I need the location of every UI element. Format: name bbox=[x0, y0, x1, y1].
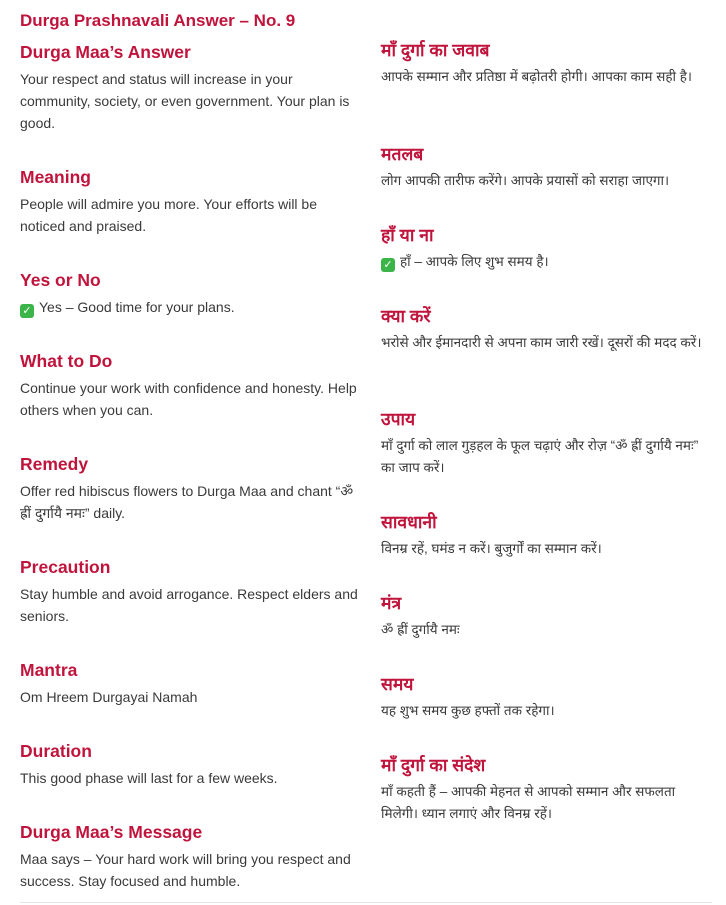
duration-text: This good phase will last for a few weeks. bbox=[20, 770, 278, 786]
answer-text: Your respect and status will increase in your community, society, or even government. Your plan is good. bbox=[20, 71, 350, 131]
remedy-text-hindi: माँ दुर्गा को लाल गुड़हल के फूल चढ़ाएं और रोज़ “ॐ ह्रीं दुर्गायै नमः” का जाप करें। bbox=[381, 438, 699, 475]
yesno-line-hindi bbox=[381, 251, 711, 273]
section-answer-hi bbox=[381, 39, 711, 88]
todo-text: Continue your work with confidence and honesty. Help others when you can. bbox=[20, 380, 357, 418]
meaning-text-hindi: लोग आपकी तारीफ करेंगे। आपके प्रयासों को सराहा जाएगा। bbox=[381, 173, 670, 188]
section-message-hi bbox=[381, 754, 711, 825]
meaning-text: People will admire you more. Your efforts will be noticed and praised. bbox=[20, 196, 318, 234]
check-mark-icon: ✓ bbox=[381, 258, 395, 272]
answer-text-hindi: आपके सम्मान और प्रतिष्ठा में बढ़ोतरी होगी। आपका काम सही है। bbox=[381, 69, 693, 84]
meaning-heading: Meaning bbox=[20, 167, 91, 187]
section-precaution-hi bbox=[381, 511, 711, 560]
mantra-heading: Mantra bbox=[20, 660, 78, 680]
precaution-heading: Precaution bbox=[20, 557, 111, 577]
mantra-heading-hindi: मंत्र bbox=[381, 593, 402, 613]
check-mark-icon: ✓ bbox=[20, 304, 34, 318]
yesno-text: Yes – Good time for your plans. bbox=[39, 299, 235, 315]
precaution-heading-hindi: सावधानी bbox=[381, 512, 437, 532]
answer-heading-hindi: माँ दुर्गा का जवाब bbox=[381, 40, 490, 60]
todo-heading-hindi: क्या करें bbox=[381, 306, 431, 326]
section-meaning-en bbox=[20, 166, 360, 237]
duration-text-hindi: यह शुभ समय कुछ हफ्तों तक रहेगा। bbox=[381, 703, 555, 718]
mantra-text-hindi: ॐ ह्रीं दुर्गायै नमः bbox=[381, 622, 460, 637]
todo-text-hindi: भरोसे और ईमानदारी से अपना काम जारी रखें। दूसरों की मदद करें। bbox=[381, 335, 702, 350]
section-todo-en bbox=[20, 350, 360, 421]
duration-heading-hindi: समय bbox=[381, 674, 414, 694]
section-precaution-en bbox=[20, 556, 360, 627]
message-text: Maa says – Your hard work will bring you respect and success. Stay focused and humble. bbox=[20, 851, 351, 889]
remedy-heading: Remedy bbox=[20, 454, 89, 474]
message-text-hindi: माँ कहती हैं – आपकी मेहनत से आपको सम्मान और सफलता मिलेगी। ध्यान लगाएं और विनम्र रहें। bbox=[381, 784, 676, 821]
section-meaning-hi bbox=[381, 143, 711, 192]
duration-heading: Duration bbox=[20, 741, 92, 761]
precaution-text: Stay humble and avoid arrogance. Respect elders and seniors. bbox=[20, 586, 358, 624]
bottom-divider bbox=[20, 902, 712, 903]
section-yesno-en bbox=[20, 269, 360, 318]
section-duration-hi bbox=[381, 673, 711, 722]
yesno-heading-hindi: हाँ या ना bbox=[381, 225, 434, 245]
message-heading-hindi: माँ दुर्गा का संदेश bbox=[381, 755, 486, 775]
answer-heading: Durga Maa’s Answer bbox=[20, 42, 191, 62]
section-answer-en bbox=[20, 41, 360, 134]
section-duration-en bbox=[20, 740, 360, 789]
remedy-heading-hindi: उपाय bbox=[381, 409, 416, 429]
precaution-text-hindi: विनम्र रहें, घमंड न करें। बुजुर्गों का सम्मान करें। bbox=[381, 541, 602, 556]
mantra-text: Om Hreem Durgayai Namah bbox=[20, 689, 198, 705]
yesno-heading: Yes or No bbox=[20, 270, 101, 290]
page-title: Durga Prashnavali Answer – No. 9 bbox=[20, 11, 296, 30]
section-remedy-hi bbox=[381, 408, 711, 479]
section-mantra-en bbox=[20, 659, 360, 708]
remedy-text: Offer red hibiscus flowers to Durga Maa and chant “ॐ ह्रीं दुर्गायै नमः” daily. bbox=[20, 483, 354, 521]
section-todo-hi bbox=[381, 305, 711, 354]
section-mantra-hi bbox=[381, 592, 711, 641]
message-heading: Durga Maa’s Message bbox=[20, 822, 203, 842]
section-message-en bbox=[20, 821, 360, 892]
section-yesno-hi bbox=[381, 224, 711, 273]
yesno-text-hindi: हाँ – आपके लिए शुभ समय है। bbox=[400, 254, 549, 269]
section-remedy-en bbox=[20, 453, 360, 524]
meaning-heading-hindi: मतलब bbox=[381, 144, 424, 164]
todo-heading: What to Do bbox=[20, 351, 113, 371]
yesno-line bbox=[20, 296, 360, 318]
